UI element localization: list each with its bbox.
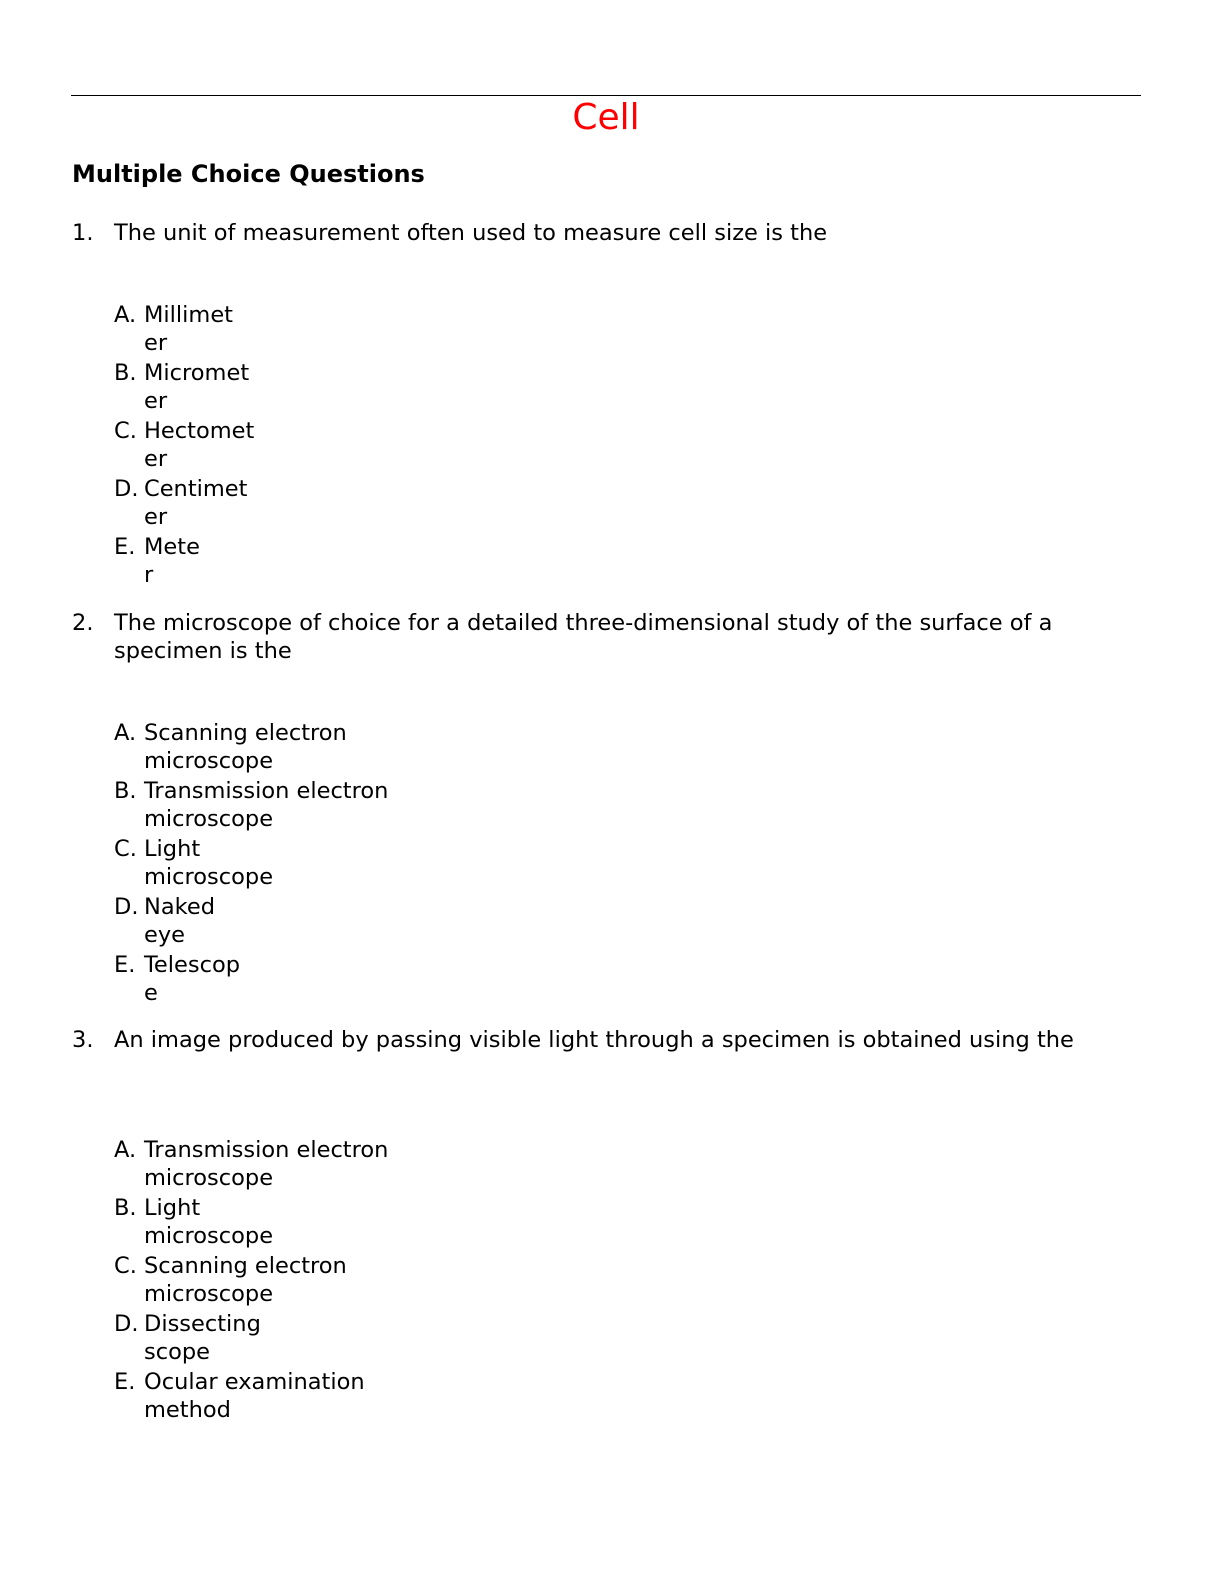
question-number: 1. bbox=[72, 220, 94, 246]
option-letter: C. bbox=[114, 836, 137, 862]
question-text-line: The microscope of choice for a detailed three-dimensional study of the surface of a bbox=[114, 610, 1053, 636]
section-heading: Multiple Choice Questions bbox=[72, 160, 425, 188]
option-letter: E. bbox=[114, 534, 136, 560]
option-letter: C. bbox=[114, 1253, 137, 1279]
option-text-line: Light bbox=[144, 836, 201, 862]
option-c bbox=[114, 1252, 388, 1308]
option-d bbox=[114, 1310, 388, 1366]
option-text-line: Scanning electron bbox=[144, 1253, 347, 1279]
option-e bbox=[114, 1368, 388, 1424]
option-e bbox=[114, 533, 254, 589]
option-a bbox=[114, 1136, 388, 1192]
option-b bbox=[114, 1194, 388, 1250]
option-letter: B. bbox=[114, 778, 137, 804]
option-letter: C. bbox=[114, 418, 137, 444]
option-text-line: Ocular examination bbox=[144, 1369, 365, 1395]
question-text bbox=[114, 609, 1144, 665]
option-letter: D. bbox=[114, 1311, 139, 1337]
question-number: 2. bbox=[72, 610, 94, 636]
option-text-line: e bbox=[144, 980, 158, 1006]
option-text-line: Millimet bbox=[144, 302, 234, 328]
question-text-line: specimen is the bbox=[114, 638, 292, 664]
option-text-line: Transmission electron bbox=[144, 1137, 389, 1163]
option-text-line: Centimet bbox=[144, 476, 248, 502]
option-text-line: er bbox=[144, 388, 168, 414]
option-b bbox=[114, 359, 254, 415]
question-text: An image produced by passing visible light through a specimen is obtained using the bbox=[114, 1027, 1074, 1053]
option-d bbox=[114, 893, 388, 949]
option-c bbox=[114, 835, 388, 891]
option-d bbox=[114, 475, 254, 531]
option-text-line: er bbox=[144, 446, 168, 472]
option-letter: B. bbox=[114, 1195, 137, 1221]
option-text-line: Micromet bbox=[144, 360, 250, 386]
option-text-line: Naked bbox=[144, 894, 215, 920]
option-text-line: Mete bbox=[144, 534, 200, 560]
option-text-line: Scanning electron bbox=[144, 720, 347, 746]
question-number: 3. bbox=[72, 1027, 94, 1053]
option-letter: B. bbox=[114, 360, 137, 386]
options-list-2 bbox=[114, 719, 388, 1009]
option-e bbox=[114, 951, 388, 1007]
option-text-line: r bbox=[144, 562, 154, 588]
option-text-line: microscope bbox=[144, 806, 274, 832]
question-text: The unit of measurement often used to measure cell size is the bbox=[114, 220, 828, 246]
option-text-line: microscope bbox=[144, 1281, 274, 1307]
option-text-line: er bbox=[144, 330, 168, 356]
option-text-line: microscope bbox=[144, 1165, 274, 1191]
options-list-3 bbox=[114, 1136, 388, 1426]
option-text-line: scope bbox=[144, 1339, 210, 1365]
options-list-1 bbox=[114, 301, 254, 591]
option-text-line: Light bbox=[144, 1195, 201, 1221]
option-text-line: Dissecting bbox=[144, 1311, 261, 1337]
option-text-line: er bbox=[144, 504, 168, 530]
option-text-line: eye bbox=[144, 922, 186, 948]
option-letter: A. bbox=[114, 720, 137, 746]
option-text-line: method bbox=[144, 1397, 231, 1423]
option-text-line: Hectomet bbox=[144, 418, 255, 444]
option-text-line: Telescop bbox=[144, 952, 240, 978]
option-text-line: microscope bbox=[144, 1223, 274, 1249]
option-letter: A. bbox=[114, 302, 137, 328]
option-text-line: Transmission electron bbox=[144, 778, 389, 804]
option-text-line: microscope bbox=[144, 864, 274, 890]
option-text-line: microscope bbox=[144, 748, 274, 774]
option-letter: D. bbox=[114, 476, 139, 502]
document-title: Cell bbox=[572, 97, 640, 138]
option-a bbox=[114, 301, 254, 357]
option-c bbox=[114, 417, 254, 473]
option-b bbox=[114, 777, 388, 833]
option-letter: D. bbox=[114, 894, 139, 920]
option-letter: A. bbox=[114, 1137, 137, 1163]
option-letter: E. bbox=[114, 952, 136, 978]
option-letter: E. bbox=[114, 1369, 136, 1395]
option-a bbox=[114, 719, 388, 775]
